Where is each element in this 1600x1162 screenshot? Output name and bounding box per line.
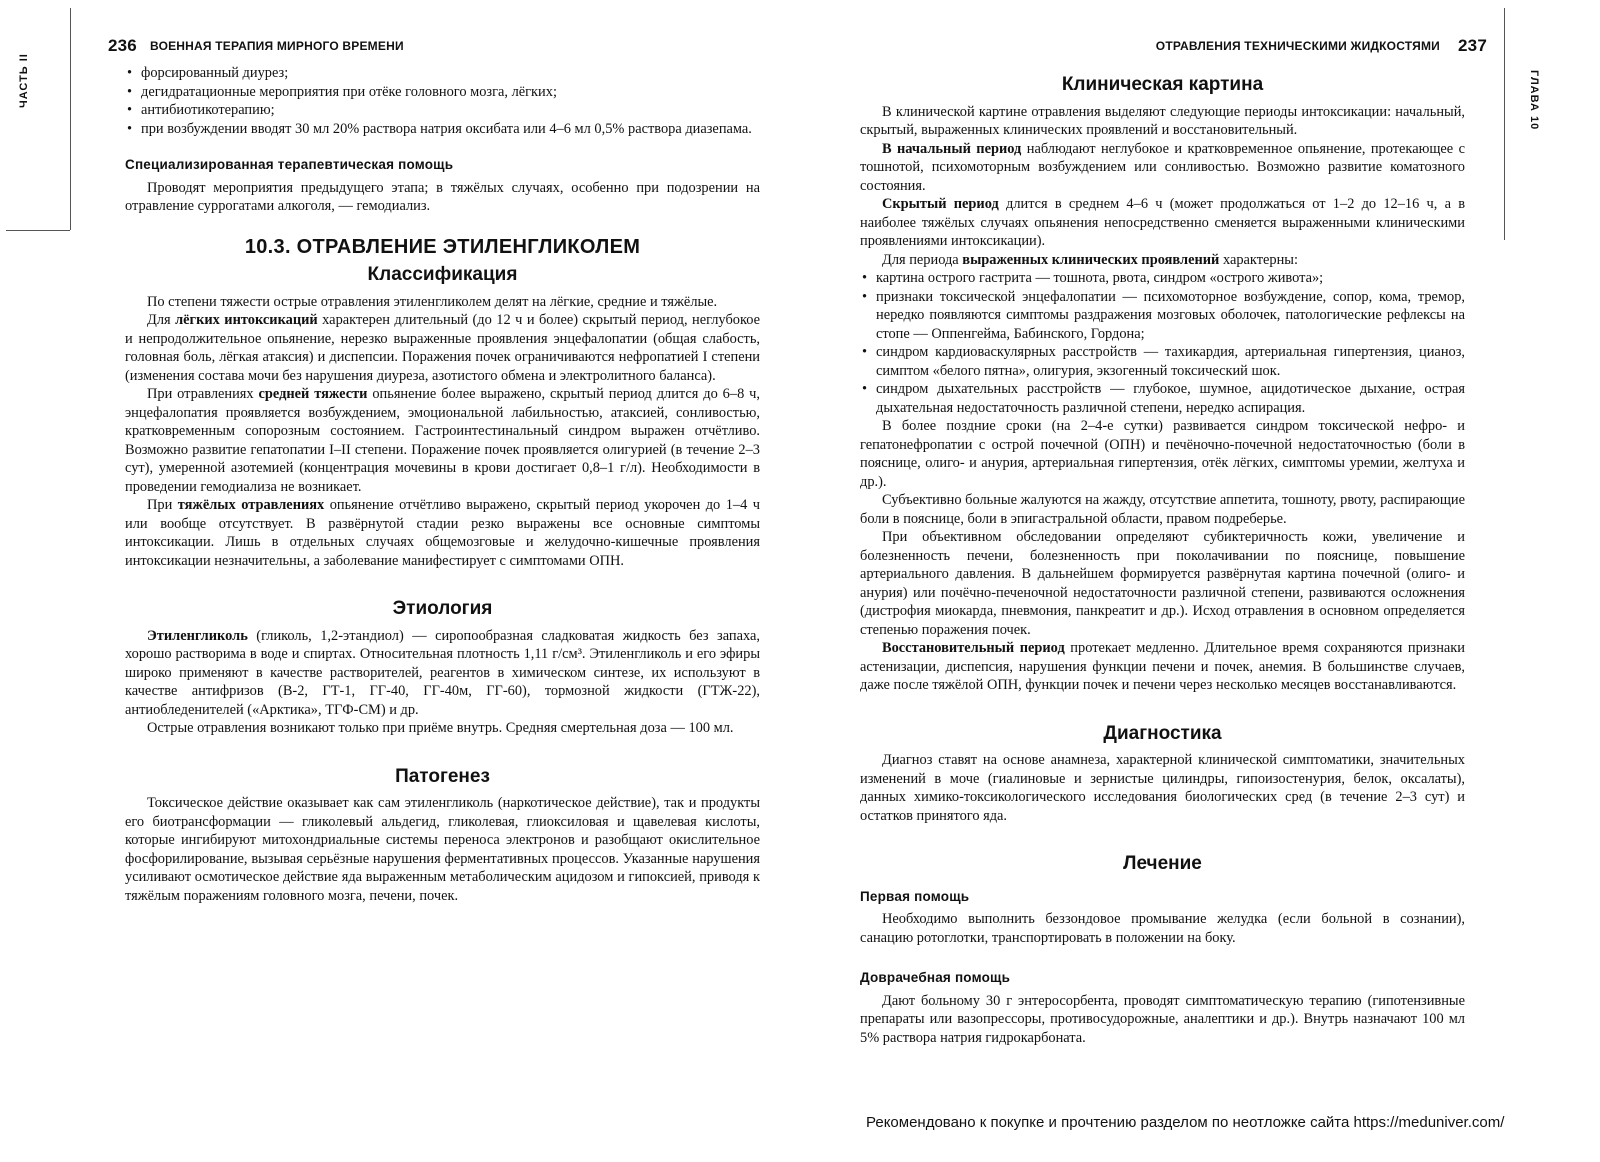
classification-heading: Классификация	[367, 264, 518, 285]
right-page-content	[860, 72, 1465, 1047]
list-item: • синдром кардиоваскулярных расстройств — тахикардия, артериальная гипертензия, цианоз, симптом «белого пятна», олигурия, экзогенный токсический шок.	[860, 343, 1465, 380]
right-margin-rule	[1504, 8, 1505, 240]
latent-period-paragraph: Скрытый период длится в среднем 4–6 ч (может продолжаться от 1–2 до 12–16 ч, а в наиболее тяжёлых случаях опьянения непосредственно сменяется выраженными клиническими проявлениями интоксикации).	[860, 196, 1466, 249]
treatment-heading: Лечение	[1123, 853, 1202, 874]
list-item: • синдром дыхательных расстройств — глубокое, шумное, ацидотическое дыхание, острая дыхательная недостаточность различной степени, нередко аспирация.	[860, 380, 1465, 417]
late-stage-paragraph: В более поздние сроки (на 2–4-е сутки) развивается синдром токсической нефро- и гепатонефропатии с острой почечной (ОПН) и печёночно-почечной недостаточностью (боли в пояснице, олиго- и анурия, артериальная гипертензия, отёк лёгких, симптомы уремии, желтуха и др.).	[860, 418, 1465, 490]
pronounced-period-term: выраженных клинических проявлений	[962, 251, 1220, 268]
section-title: 10.3. ОТРАВЛЕНИЕ ЭТИЛЕНГЛИКОЛЕМ	[244, 235, 641, 258]
etiology-paragraph-1: Этиленгликоль (гликоль, 1,2-этандиол) — сиропообразная сладковатая жидкость без запаха, хорошо растворима в воде и спиртах. Относительная плотность 1,11 г/см³. Этиленгликоль и его эфиры широко применяют в качестве растворителей, реагентов в химическом синтезе, их используют в качестве антифризов (В-2, ГТ-1, ГГ-40, ГГ-40м, ГГ-60), тормозной жидкости (ГТЖ-22), антиобледенителей («Арктика», ТГФ-СМ) и др.	[125, 627, 760, 718]
top-bullet-list	[125, 64, 760, 138]
specialized-help-heading: Специализированная терапевтическая помощь	[125, 157, 454, 172]
left-running-head	[100, 36, 740, 58]
footer-recommendation: Рекомендовано к покупке и прочтению разделом по неотложке сайта https://meduniver.com/	[866, 1114, 1505, 1131]
right-running-head	[880, 36, 1495, 58]
left-page-content	[125, 64, 760, 905]
pronounced-period-paragraph: Для периода выраженных клинических проявлений характерны:	[882, 251, 1298, 268]
diagnostics-heading: Диагностика	[1103, 722, 1222, 744]
medium-intoxication-paragraph: При отравлениях средней тяжести опьянение более выражено, скрытый период длится до 6–8 ч, энцефалопатия проявляется возбуждением, эмоциональной лабильностью, атаксией, сонливостью, кратковременным сопорозным состоянием. Гастроинтестинальный синдром выражен отчётливо. Возможно развитие гепатопатии I–II степени. Поражение почек проявляется олигурией (в течение 2–3 сут), умеренной азотемией (концентрация мочевины в крови достигает 0,8–1 г/л). Необходимости в проведении гемодиализа не возникает.	[125, 386, 760, 495]
objective-paragraph: При объективном обследовании определяют субиктеричность кожи, увеличение и болезненность печени, болезненность при поколачивании по пояснице, повышение артериального давления. В дальнейшем формируется развёрнутая картина почечной (олиго- и анурия) или почёчно-печеночной недостаточности различной степени, развиваются осложнения (дистрофия миокарда, пневмония, панкреатит и др.). Исход отравления в основном определяется степенью поражения почек.	[860, 529, 1465, 638]
list-item: • форсированный диурез;	[125, 64, 760, 83]
subjective-paragraph: Субъективно больные жалуются на жажду, отсутствие аппетита, тошноту, рвоту, распирающие боли в пояснице, боли в эпигастральной области, правом подреберье.	[860, 492, 1465, 527]
recovery-period-paragraph: Восстановительный период протекает медленно. Длительное время сохраняются признаки астенизации, диспепсия, нарушения функции печени и почек, анемия. В большинстве случаев, даже после тяжёлой ОПН, функции почек и печени через несколько месяцев восстанавливаются.	[860, 640, 1465, 693]
severe-intoxication-term: тяжёлых отравлениях	[177, 497, 325, 513]
pathogenesis-heading: Патогенез	[395, 765, 490, 787]
initial-period-term: В начальный период	[882, 140, 1022, 157]
recovery-period-term: Восстановительный период	[882, 640, 1065, 656]
symptoms-bullet-list	[860, 269, 1465, 417]
premedical-aid-heading: Доврачебная помощь	[860, 970, 1011, 985]
left-running-title: ВОЕННАЯ ТЕРАПИЯ МИРНОГО ВРЕМЕНИ	[150, 39, 404, 53]
list-item: • картина острого гастрита — тошнота, рвота, синдром «острого живота»;	[860, 269, 1465, 288]
left-margin-rule	[70, 8, 71, 230]
right-running-title: ОТРАВЛЕНИЯ ТЕХНИЧЕСКИМИ ЖИДКОСТЯМИ	[1155, 39, 1440, 53]
list-item: • антибиотикотерапию;	[125, 101, 760, 120]
light-intoxication-term: лёгких интоксикаций	[175, 312, 318, 328]
light-intoxication-paragraph: Для лёгких интоксикаций характерен длительный (до 12 ч и более) скрытый период, неглубокое и непродолжительное опьянение, нерезко выраженные проявления энцефалопатии (общая слабость, головная боль, лёгкая атаксия) и диспепсии. Поражения почек ограничиваются нефропатией I степени (изменения состава мочи без нарушения диуреза, азотистого обмена и электролитного баланса).	[125, 312, 760, 384]
list-item: • признаки токсической энцефалопатии — психомоторное возбуждение, сопор, кома, тремор, нередко появляются симптомы раздражения мозговых оболочек, патологические рефлексы на стопе — Оппенгейма, Бабинского, Гордона;	[860, 288, 1465, 344]
first-aid-heading: Первая помощь	[860, 888, 970, 904]
left-margin-hrule	[6, 230, 70, 231]
etiology-heading: Этиология	[392, 598, 493, 619]
clinical-picture-heading: Клиническая картина	[1061, 74, 1264, 95]
initial-period-paragraph: В начальный период наблюдают неглубокое и кратковременное опьянение, протекающее с тошнотой, психомоторным возбуждением или сонливостью. Возможно развитие коматозного состояния.	[860, 140, 1465, 194]
specialized-help-text: Проводят мероприятия предыдущего этапа; в тяжёлых случаях, особенно при подозрении на отравление суррогатами алкоголя, — гемодиализ.	[125, 179, 760, 214]
clinical-intro: В клинической картине отравления выделяют следующие периоды интоксикации: начальный, скрытый, выраженных клинических проявлений и восстановительный.	[860, 103, 1465, 138]
latent-period-term: Скрытый период	[882, 196, 999, 212]
left-side-tab: ЧАСТЬ II	[18, 53, 30, 108]
list-item: • дегидратационные мероприятия при отёке головного мозга, лёгких;	[125, 83, 760, 102]
left-page-number: 236	[108, 36, 137, 55]
pathogenesis-text: Токсическое действие оказывает как сам этиленгликоль (наркотическое действие), так и продукты его биотрансформации — гликолевый альдегид, гликолевая, глиоксиловая и щавелевая кислоты, которые ингибируют митохондриальные системы переноса электронов и разобщают окислительное фосфорилирование, вызывая серьёзные нарушения ферментативных процессов. Указанные нарушения усиливают осмотическое действие яда выраженным метаболическим ацидозом и гипоксией, приводя к тяжёлым поражениям головного мозга, печени, почек.	[125, 795, 760, 904]
list-item: • при возбуждении вводят 30 мл 20% раствора натрия оксибата или 4–6 мл 0,5% раствора диазепама.	[125, 120, 760, 139]
severe-intoxication-paragraph: При тяжёлых отравлениях опьянение отчётливо выражено, скрытый период укорочен до 1–4 ч или вообще отсутствует. В развёрнутой стадии резко выражены все основные симптомы интоксикации. Лишь в отдельных случаях общемозговые и желудочно-кишечные проявления интоксикации незначительны, а заболевание манифестирует с симптомами ОПН.	[125, 497, 760, 569]
etiology-paragraph-2: Острые отравления возникают только при приёме внутрь. Средняя смертельная доза — 100 мл.	[147, 720, 734, 736]
premedical-aid-text: Дают больному 30 г энтеросорбента, проводят симптоматическую терапию (гипотензивные препараты или вазопрессоры, противосудорожные, аналептики и др.). Внутрь назначают 100 мл 5% раствора натрия гидрокарбоната.	[860, 992, 1465, 1046]
medium-intoxication-term: средней тяжести	[258, 386, 368, 402]
right-side-tab: ГЛАВА 10	[1528, 70, 1540, 131]
classification-intro: По степени тяжести острые отравления этиленгликолем делят на лёгкие, средние и тяжёлые.	[147, 293, 718, 310]
diagnostics-text: Диагноз ставят на основе анамнеза, характерной клинической симптоматики, значительных изменений в моче (гиалиновые и зернистые цилиндры, гипоизостенурия, белок, оксалаты), данных химико-токсикологического исследования биологических сред (в течение 2–3 сут) и остатков принятого яда.	[860, 752, 1465, 824]
ethylene-glycol-term: Этиленгликоль	[147, 627, 248, 644]
first-aid-text: Необходимо выполнить беззондовое промывание желудка (если больной в сознании), санацию ротоглотки, транспортировать в положении на боку.	[860, 911, 1465, 946]
right-page-number: 237	[1458, 36, 1487, 55]
